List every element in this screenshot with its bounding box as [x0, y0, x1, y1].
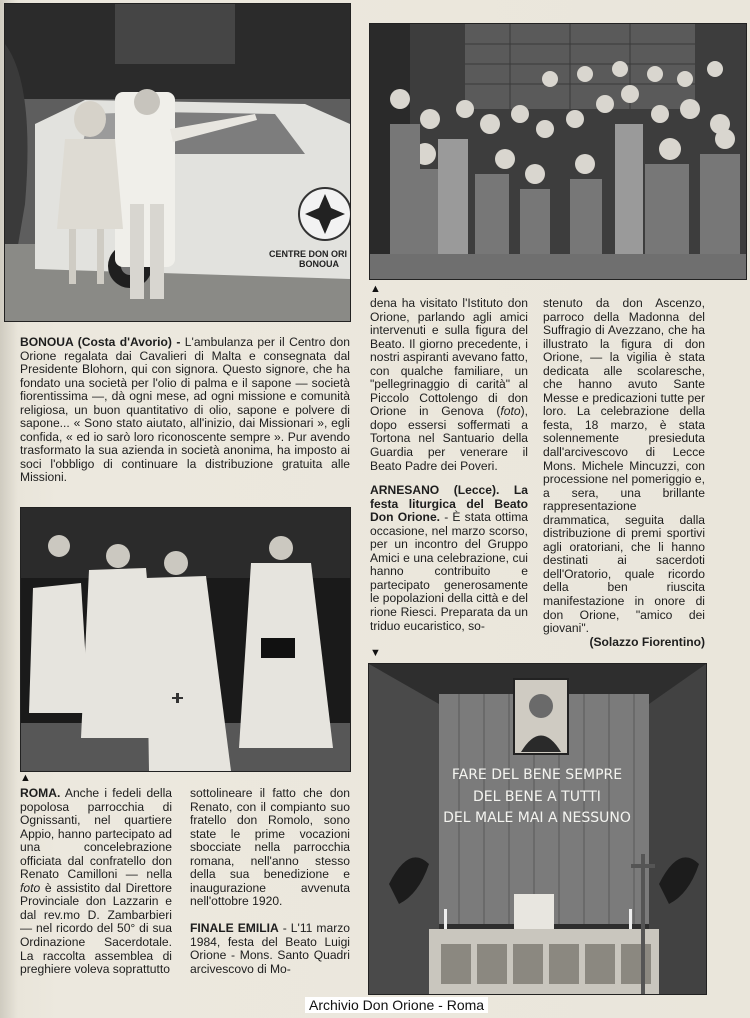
roma-heading: ROMA.	[20, 786, 61, 800]
bonoua-body: L'ambulanza per il Centro don Orione regalata dai Cavalieri di Malta e consegnata dal Presidente Blohorn, qui con signora. Questo signore, che ha fondato una società per l'olio di palma e il sapone — società fiorentissima —, dà ogni mese, ad ogni missione e comunità religiosa, un buon quantitativo di olio, sapone e polvere di sapone... « Sono stato aiutato, all'inizio, dai Missionari », egli confida, « ed io sarò loro riconoscente sempre ». Pur avendo trasformato la sua azienda in società anonima, ha imposto ai soci l'obbligo di continuare la distribuzione gratuita alle Missioni.	[20, 335, 350, 485]
roma-continuation: sottolineare il fatto che don Renato, con il compianto suo fratello don Romolo, sono state le prime vocazioni sbocciate nella parrocchia romana, nell'anno stesso della sua benedizione e inaugurazione avvenuta nell'ottobre 1920.	[190, 786, 350, 909]
ambulance-photo	[4, 3, 351, 322]
right-column: stenuto da don Ascenzo, parroco della Madonna del Suffragio di Avezzano, che ha illustrato la figura di don Orione, — la vigilia è stata dedicata alle scolaresche, che hanno avuto Sante Messe e predicazioni tutte per loro. La celebrazione della festa, 18 marzo, è stata solennemente presieduta dall'arcivescovo di Lecce Mons. Michele Mincuzzi, con processione nel pomeriggio e, a sera, una brillante rappresentazione drammatica, seguita dalla distribuzione di premi sportivi agli oratoriani, che li hanno destinati ai sacerdoti dell'Oratorio, quale ricordo della ben riuscita manifestazione in onore di don Orione, "amico dei giovani". (Solazzo Fiorentino)	[543, 296, 705, 649]
author-signature: (Solazzo Fiorentino)	[589, 634, 705, 649]
arnesano-body: - È stata ottima occasione, nel marzo scorso, per un incontro del Gruppo Amici e una celebrazione, cui hanno contribuito e partecipato generosamente le popolazioni della città e del rione Riesci. Preparata da un triduo eucaristico, so-	[370, 510, 529, 633]
bonoua-article	[20, 336, 350, 485]
bonoua-heading: BONOUA (Costa d'Avorio) -	[20, 335, 181, 349]
children-group-photo	[369, 23, 747, 280]
chapel-arrow-down: ▼	[370, 647, 381, 659]
roma-article: ROMA. Anche i fedeli della popolosa parrocchia di Ognissanti, nel quartiere Appio, hanno partecipato ad una concelebrazione officiata dal confratello don Renato Camilloni — nella foto è assistito dal Direttore Provinciale don Lazzarin e dal rev.mo D. Zambarbieri — nel ricordo del 50° di sua Ordinazione Sacerdotale. La raccolta assemblea di preghiere voleva soprattutto	[20, 786, 172, 977]
archive-footer: Archivio Don Orione - Roma	[305, 997, 488, 1013]
banner-line-3: DEL MALE MAI A NESSUNO	[443, 810, 631, 826]
banner-line-1: FARE DEL BENE SEMPRE	[451, 767, 623, 783]
ambulance-door-text-2: BONOUA	[299, 259, 339, 269]
middle-column: dena ha visitato l'Istituto don Orione, parlando agli amici intervenuti e sulla figura del Beato. Il giorno precedente, i nostri aspiranti avevano fatto, con qualche familiare, un "pellegrinaggio di carità" al Piccolo Cottolengo di don Orione in Genova (foto), dopo essersi soffermati a Tortona nel Santuario della Guardia per venerare il Beato Padre dei Poveri. ARNESANO (Lecce). La festa liturgica del Beato Don Orione. - È stata ottima occasione, nel marzo scorso, per un incontro del Gruppo Amici e una celebrazione, cui hanno contribuito e partecipato generosamente le popolazioni della città e del rione Riesci. Preparata da un triduo eucaristico, so-	[370, 296, 529, 633]
roma-arrow-up: ▲	[20, 772, 31, 784]
arnesano-heading: ARNESANO (Lecce). La festa liturgica del Beato Don Orione.	[370, 483, 528, 525]
finale-heading: FINALE EMILIA	[190, 921, 279, 935]
middle-arrow-up: ▲	[370, 283, 381, 295]
chapel-photo	[368, 663, 707, 995]
finale-article: FINALE EMILIA - L'11 marzo 1984, festa del Beato Luigi Orione - Mons. Santo Quadri arcivescovo di Mo-	[190, 921, 350, 976]
ambulance-door-text-1: CENTRE DON ORI	[269, 249, 348, 259]
banner-line-2: DEL BENE A TUTTI	[473, 789, 601, 805]
priests-photo	[20, 507, 351, 772]
